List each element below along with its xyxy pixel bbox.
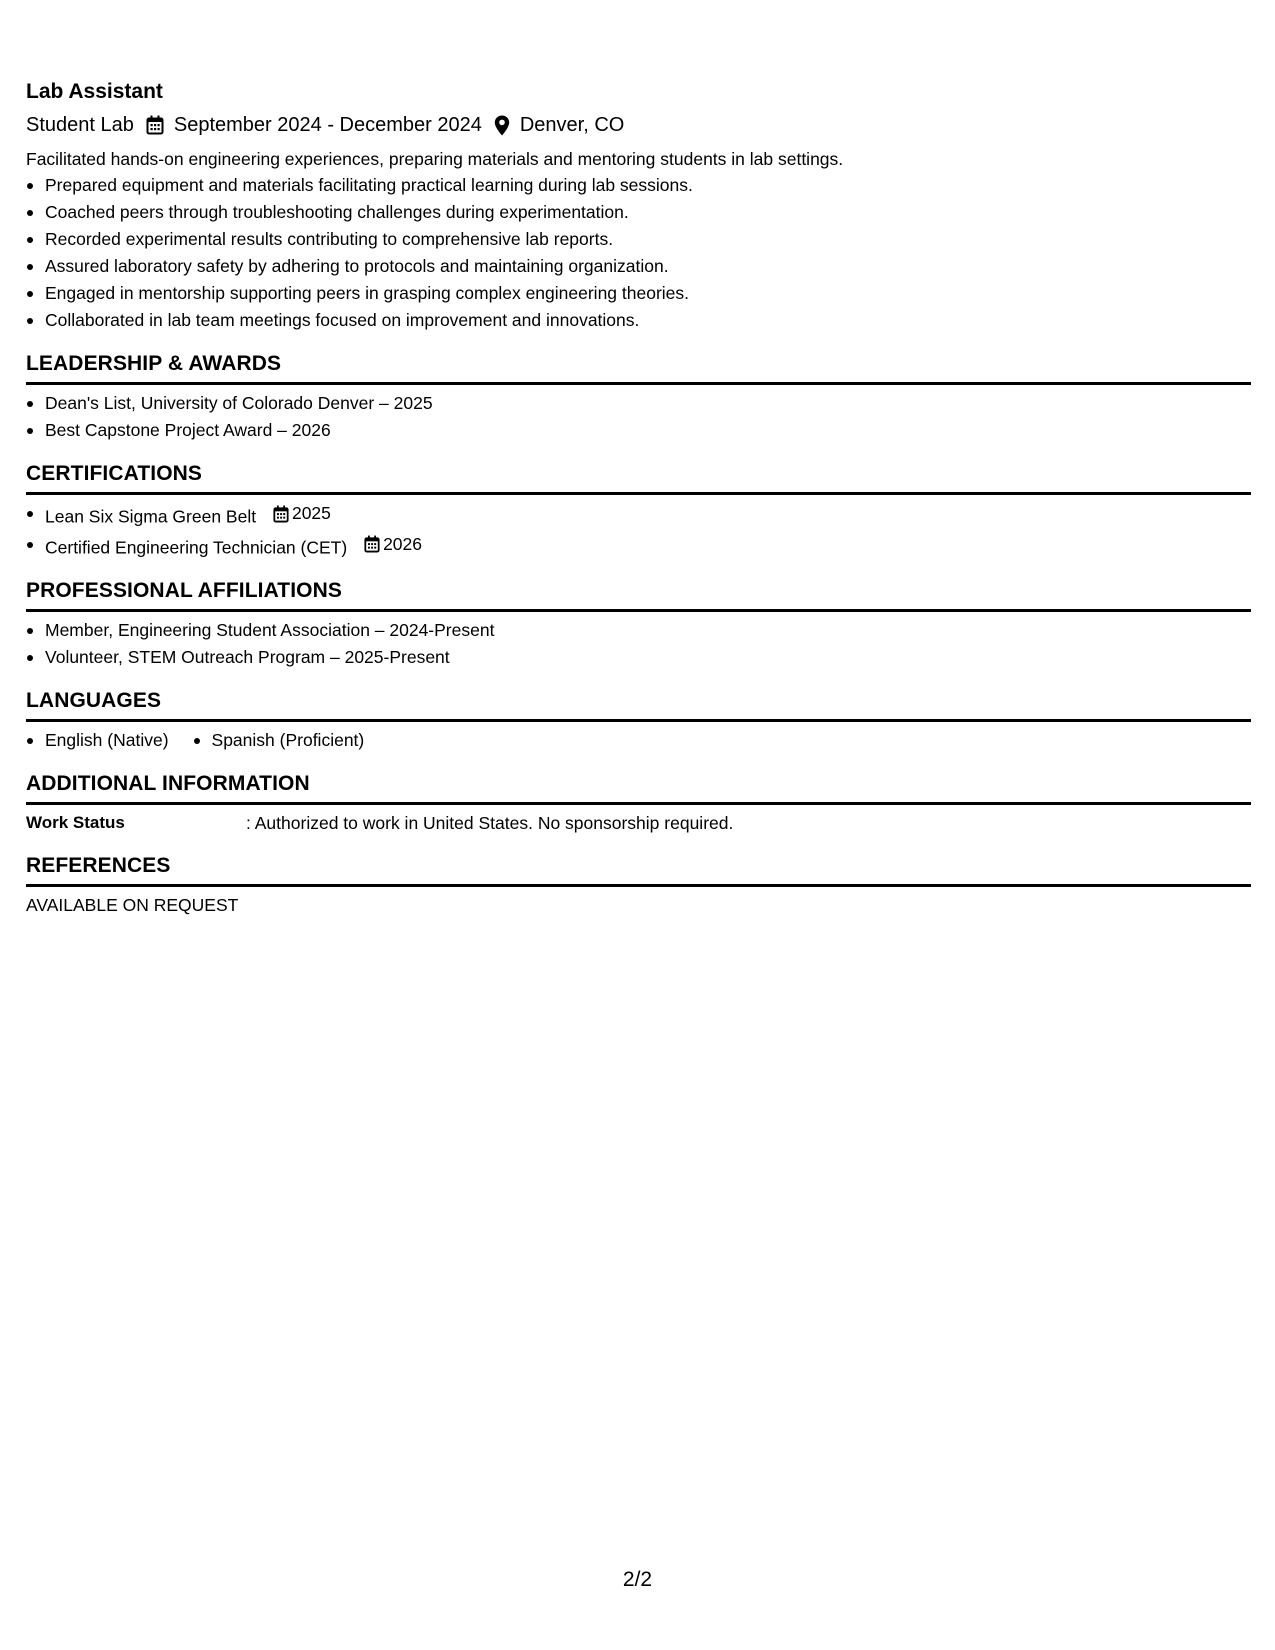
list-item: Member, Engineering Student Association – 2024-Present (26, 617, 1251, 644)
map-pin-icon (494, 115, 510, 136)
certification-name: Certified Engineering Technician (CET) (45, 537, 348, 557)
languages-list (26, 727, 1251, 754)
list-item: Assured laboratory safety by adhering to protocols and maintaining organization. (26, 253, 1251, 280)
affiliations-section (26, 576, 1251, 671)
work-status-label: Work Status (26, 813, 125, 832)
references-text: AVAILABLE ON REQUEST (26, 895, 239, 915)
list-item: Collaborated in lab team meetings focused on improvement and innovations. (26, 307, 1251, 334)
job-meta (26, 110, 1251, 140)
job-title: Lab Assistant (26, 80, 163, 103)
affiliations-list (26, 617, 1251, 671)
list-item: Spanish (Proficient) (193, 727, 365, 754)
section-title: LANGUAGES (26, 686, 1251, 722)
job-bullets (26, 172, 1251, 334)
certification-year: 2025 (291, 503, 331, 523)
section-title: ADDITIONAL INFORMATION (26, 769, 1251, 805)
leadership-list (26, 390, 1251, 444)
work-status-value: : Authorized to work in United States. No sponsorship required. (246, 813, 734, 833)
certification-date (364, 531, 422, 558)
job-location: Denver, CO (519, 114, 625, 136)
references-section (26, 851, 1251, 918)
resume-page (26, 78, 1251, 918)
section-title: REFERENCES (26, 851, 1251, 887)
leadership-section (26, 349, 1251, 444)
list-item: Volunteer, STEM Outreach Program – 2025-Present (26, 644, 1251, 671)
section-title: CERTIFICATIONS (26, 459, 1251, 495)
list-item: Best Capstone Project Award – 2026 (26, 417, 1251, 444)
languages-section (26, 686, 1251, 754)
list-item: Recorded experimental results contributing to comprehensive lab reports. (26, 226, 1251, 253)
list-item: Dean's List, University of Colorado Denver – 2025 (26, 390, 1251, 417)
experience-entry (26, 78, 1251, 334)
certification-date (273, 500, 331, 527)
list-item: Prepared equipment and materials facilitating practical learning during lab sessions. (26, 172, 1251, 199)
list-item: Coached peers through troubleshooting challenges during experimentation. (26, 199, 1251, 226)
calendar-icon (273, 505, 289, 523)
list-item (26, 500, 1251, 531)
list-item: Engaged in mentorship supporting peers in grasping complex engineering theories. (26, 280, 1251, 307)
list-item (26, 531, 1251, 562)
work-status-row (26, 810, 1251, 836)
certifications-list (26, 500, 1251, 561)
section-title: PROFESSIONAL AFFILIATIONS (26, 576, 1251, 612)
calendar-icon (364, 535, 380, 553)
job-company: Student Lab (26, 114, 134, 136)
list-item: English (Native) (26, 727, 169, 754)
page-number: 2/2 (622, 1568, 653, 1591)
additional-info-section (26, 769, 1251, 836)
calendar-icon (146, 115, 164, 135)
job-dates: September 2024 - December 2024 (173, 114, 482, 136)
certification-name: Lean Six Sigma Green Belt (45, 506, 257, 527)
section-title: LEADERSHIP & AWARDS (26, 349, 1251, 385)
certification-year: 2026 (383, 533, 422, 554)
certifications-section (26, 459, 1251, 561)
job-summary: Facilitated hands-on engineering experiences, preparing materials and mentoring students in lab settings. (26, 149, 844, 169)
